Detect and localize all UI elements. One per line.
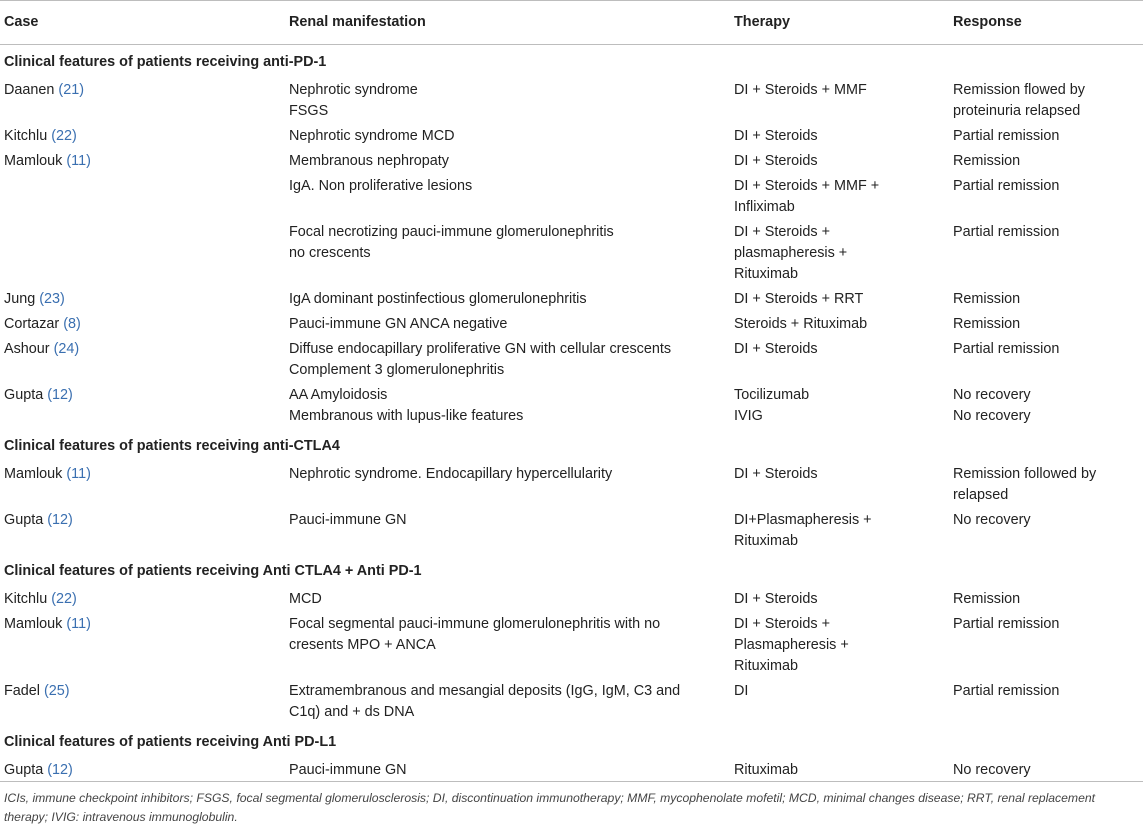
response-line: No recovery — [953, 387, 1031, 403]
reference-link[interactable]: (11) — [66, 153, 91, 169]
therapy-line: DI + Steroids — [734, 128, 818, 144]
therapy-line: DI + Steroids + — [734, 616, 830, 632]
table-bottom-rule — [0, 781, 1143, 782]
therapy-cell — [730, 383, 949, 429]
table-row — [0, 508, 1143, 554]
manifestation-cell — [285, 78, 730, 124]
section-header-row — [0, 429, 1143, 462]
therapy-cell — [730, 312, 949, 337]
manifestation-line: IgA. Non proliferative lesions — [289, 178, 473, 194]
response-line: Remission — [953, 291, 1021, 307]
manifestation-line: Complement 3 glomerulonephritis — [289, 362, 505, 378]
table-row — [0, 149, 1143, 174]
therapy-line: Rituximab — [734, 533, 798, 549]
therapy-cell — [730, 508, 949, 554]
case-cell — [0, 337, 285, 383]
case-author: Kitchlu — [4, 128, 48, 144]
table-row — [0, 679, 1143, 725]
reference-link[interactable]: (12) — [47, 512, 73, 528]
therapy-line: Rituximab — [734, 266, 798, 282]
therapy-line: DI + Steroids — [734, 341, 818, 357]
table-row — [0, 337, 1143, 383]
section-title: Clinical features of patients receiving anti-CTLA4 — [4, 438, 340, 454]
manifestation-cell — [285, 462, 730, 508]
table-row — [0, 612, 1143, 679]
response-line: Remission — [953, 316, 1021, 332]
manifestation-line: Pauci-immune GN — [289, 762, 407, 778]
reference-link[interactable]: (25) — [44, 683, 70, 699]
manifestation-cell — [285, 337, 730, 383]
table-row — [0, 383, 1143, 429]
therapy-line: DI + Steroids + — [734, 224, 830, 240]
section-title: Clinical features of patients receiving Anti PD-L1 — [4, 734, 337, 750]
therapy-line: Tocilizumab — [734, 387, 810, 403]
reference-link[interactable]: (21) — [58, 82, 85, 98]
case-author: Gupta — [4, 512, 44, 528]
table-row — [0, 124, 1143, 149]
case-cell — [0, 679, 285, 725]
response-cell — [949, 149, 1143, 174]
case-cell — [0, 587, 285, 612]
response-line: Partial remission — [953, 683, 1060, 699]
response-line: relapsed — [953, 487, 1009, 503]
case-cell — [0, 758, 285, 783]
table-row — [0, 220, 1143, 287]
case-author: Mamlouk — [4, 616, 63, 632]
therapy-line: DI + Steroids + MMF + — [734, 178, 880, 194]
table-header — [0, 1, 1143, 45]
manifestation-cell — [285, 612, 730, 679]
case-cell — [0, 462, 285, 508]
table-row — [0, 587, 1143, 612]
response-cell — [949, 508, 1143, 554]
case-author: Kitchlu — [4, 591, 48, 607]
case-cell — [0, 149, 285, 174]
therapy-line: Rituximab — [734, 658, 798, 674]
manifestation-line: Diffuse endocapillary proliferative GN with cellular crescents — [289, 341, 672, 357]
manifestation-cell — [285, 383, 730, 429]
case-author: Daanen — [4, 82, 55, 98]
section-header-row — [0, 45, 1143, 79]
response-cell — [949, 174, 1143, 220]
manifestation-cell — [285, 758, 730, 783]
reference-link[interactable]: (22) — [51, 128, 77, 144]
table-row — [0, 462, 1143, 508]
case-cell — [0, 174, 285, 220]
manifestation-line: Focal segmental pauci-immune glomerulonephritis with no — [289, 616, 661, 632]
therapy-cell — [730, 462, 949, 508]
case-cell — [0, 220, 285, 287]
therapy-cell — [730, 612, 949, 679]
response-cell — [949, 220, 1143, 287]
response-line: No recovery — [953, 762, 1031, 778]
manifestation-line: cresents MPO + ANCA — [289, 637, 436, 653]
manifestation-line: Focal necrotizing pauci-immune glomerulonephritis — [289, 224, 614, 240]
response-line: Partial remission — [953, 616, 1060, 632]
manifestation-line: Membranous with lupus-like features — [289, 408, 524, 424]
case-author: Jung — [4, 291, 36, 307]
case-author: Mamlouk — [4, 466, 63, 482]
reference-link[interactable]: (8) — [63, 316, 81, 332]
therapy-cell — [730, 587, 949, 612]
response-cell — [949, 679, 1143, 725]
case-author: Ashour — [4, 341, 50, 357]
manifestation-line: Pauci-immune GN — [289, 512, 407, 528]
manifestation-line: Extramembranous and mesangial deposits (IgG, IgM, C3 and — [289, 683, 681, 699]
manifestation-line: Nephrotic syndrome MCD — [289, 128, 455, 144]
therapy-line: IVIG — [734, 408, 763, 424]
therapy-cell — [730, 337, 949, 383]
response-line: Partial remission — [953, 224, 1060, 240]
therapy-line: DI + Steroids — [734, 466, 818, 482]
therapy-line: plasmapheresis + — [734, 245, 848, 261]
therapy-cell — [730, 149, 949, 174]
case-cell — [0, 78, 285, 124]
manifestation-cell — [285, 287, 730, 312]
response-cell — [949, 462, 1143, 508]
response-cell — [949, 587, 1143, 612]
reference-link[interactable]: (22) — [51, 591, 77, 607]
reference-link[interactable]: (12) — [47, 387, 73, 403]
therapy-cell — [730, 124, 949, 149]
table-row — [0, 78, 1143, 124]
manifestation-line: no crescents — [289, 245, 371, 261]
manifestation-cell — [285, 508, 730, 554]
table-body — [0, 45, 1143, 784]
case-cell — [0, 124, 285, 149]
manifestation-line: Pauci-immune GN ANCA negative — [289, 316, 508, 332]
section-header-row — [0, 554, 1143, 587]
reference-link[interactable]: (11) — [66, 466, 91, 482]
reference-link[interactable]: (12) — [47, 762, 73, 778]
response-cell — [949, 612, 1143, 679]
response-line: No recovery — [953, 408, 1031, 424]
therapy-cell — [730, 679, 949, 725]
response-line: Remission followed by — [953, 466, 1097, 482]
therapy-line: DI + Steroids + RRT — [734, 291, 864, 307]
response-line: Partial remission — [953, 341, 1060, 357]
section-title: Clinical features of patients receiving anti-PD-1 — [4, 54, 327, 70]
manifestation-line: FSGS — [289, 103, 329, 119]
case-author: Gupta — [4, 762, 44, 778]
case-cell — [0, 383, 285, 429]
response-line: Remission flowed by — [953, 82, 1085, 98]
manifestation-line: C1q) and + ds DNA — [289, 704, 415, 720]
manifestation-line: MCD — [289, 591, 322, 607]
therapy-line: Plasmapheresis + — [734, 637, 849, 653]
therapy-line: DI + Steroids — [734, 153, 818, 169]
therapy-line: DI+Plasmapheresis + — [734, 512, 872, 528]
case-author: Mamlouk — [4, 153, 63, 169]
column-header-therapy: Therapy — [730, 1, 949, 45]
column-header-renal-manifestation: Renal manifestation — [285, 1, 730, 45]
response-cell — [949, 383, 1143, 429]
response-line: Remission — [953, 591, 1021, 607]
manifestation-cell — [285, 312, 730, 337]
reference-link[interactable]: (24) — [53, 341, 80, 357]
manifestation-cell — [285, 679, 730, 725]
section-title: Clinical features of patients receiving Anti CTLA4 + Anti PD-1 — [4, 563, 422, 579]
section-header-row — [0, 725, 1143, 758]
response-line: proteinuria relapsed — [953, 103, 1081, 119]
response-cell — [949, 287, 1143, 312]
therapy-line: DI + Steroids — [734, 591, 818, 607]
manifestation-line: Nephrotic syndrome. Endocapillary hypercellularity — [289, 466, 613, 482]
therapy-cell — [730, 220, 949, 287]
table-row — [0, 758, 1143, 783]
response-cell — [949, 312, 1143, 337]
therapy-line: Infliximab — [734, 199, 795, 215]
case-cell — [0, 508, 285, 554]
therapy-cell — [730, 174, 949, 220]
manifestation-cell — [285, 587, 730, 612]
manifestation-cell — [285, 149, 730, 174]
column-header-case: Case — [0, 1, 285, 45]
manifestation-cell — [285, 174, 730, 220]
response-cell — [949, 78, 1143, 124]
response-line: Partial remission — [953, 178, 1060, 194]
therapy-line: Steroids + Rituximab — [734, 316, 868, 332]
case-author: Gupta — [4, 387, 44, 403]
table-footnote: ICIs, immune checkpoint inhibitors; FSGS, focal segmental glomerulosclerosis; DI, discontinuation immunotherapy; MMF, mycophenolate mofetil; MCD, minimal changes disease; RRT, renal replacement therapy; IVIG: intravenous immunoglobulin. — [4, 791, 1096, 824]
reference-link[interactable]: (23) — [39, 291, 65, 307]
table-row — [0, 287, 1143, 312]
manifestation-line: IgA dominant postinfectious glomerulonephritis — [289, 291, 587, 307]
table-row — [0, 312, 1143, 337]
response-line: Partial remission — [953, 128, 1060, 144]
response-cell — [949, 758, 1143, 783]
therapy-cell — [730, 758, 949, 783]
response-cell — [949, 124, 1143, 149]
column-header-response: Response — [949, 1, 1143, 45]
response-line: No recovery — [953, 512, 1031, 528]
case-author: Fadel — [4, 683, 40, 699]
therapy-line: DI — [734, 683, 749, 699]
therapy-cell — [730, 287, 949, 312]
therapy-cell — [730, 78, 949, 124]
manifestation-cell — [285, 124, 730, 149]
response-cell — [949, 337, 1143, 383]
table-row — [0, 174, 1143, 220]
manifestation-line: AA Amyloidosis — [289, 387, 388, 403]
manifestation-line: Membranous nephropaty — [289, 153, 449, 169]
case-cell — [0, 287, 285, 312]
reference-link[interactable]: (11) — [66, 616, 91, 632]
therapy-line: Rituximab — [734, 762, 798, 778]
case-author: Cortazar — [4, 316, 60, 332]
therapy-line: DI + Steroids + MMF — [734, 82, 867, 98]
case-cell — [0, 312, 285, 337]
response-line: Remission — [953, 153, 1021, 169]
manifestation-cell — [285, 220, 730, 287]
case-cell — [0, 612, 285, 679]
manifestation-line: Nephrotic syndrome — [289, 82, 418, 98]
